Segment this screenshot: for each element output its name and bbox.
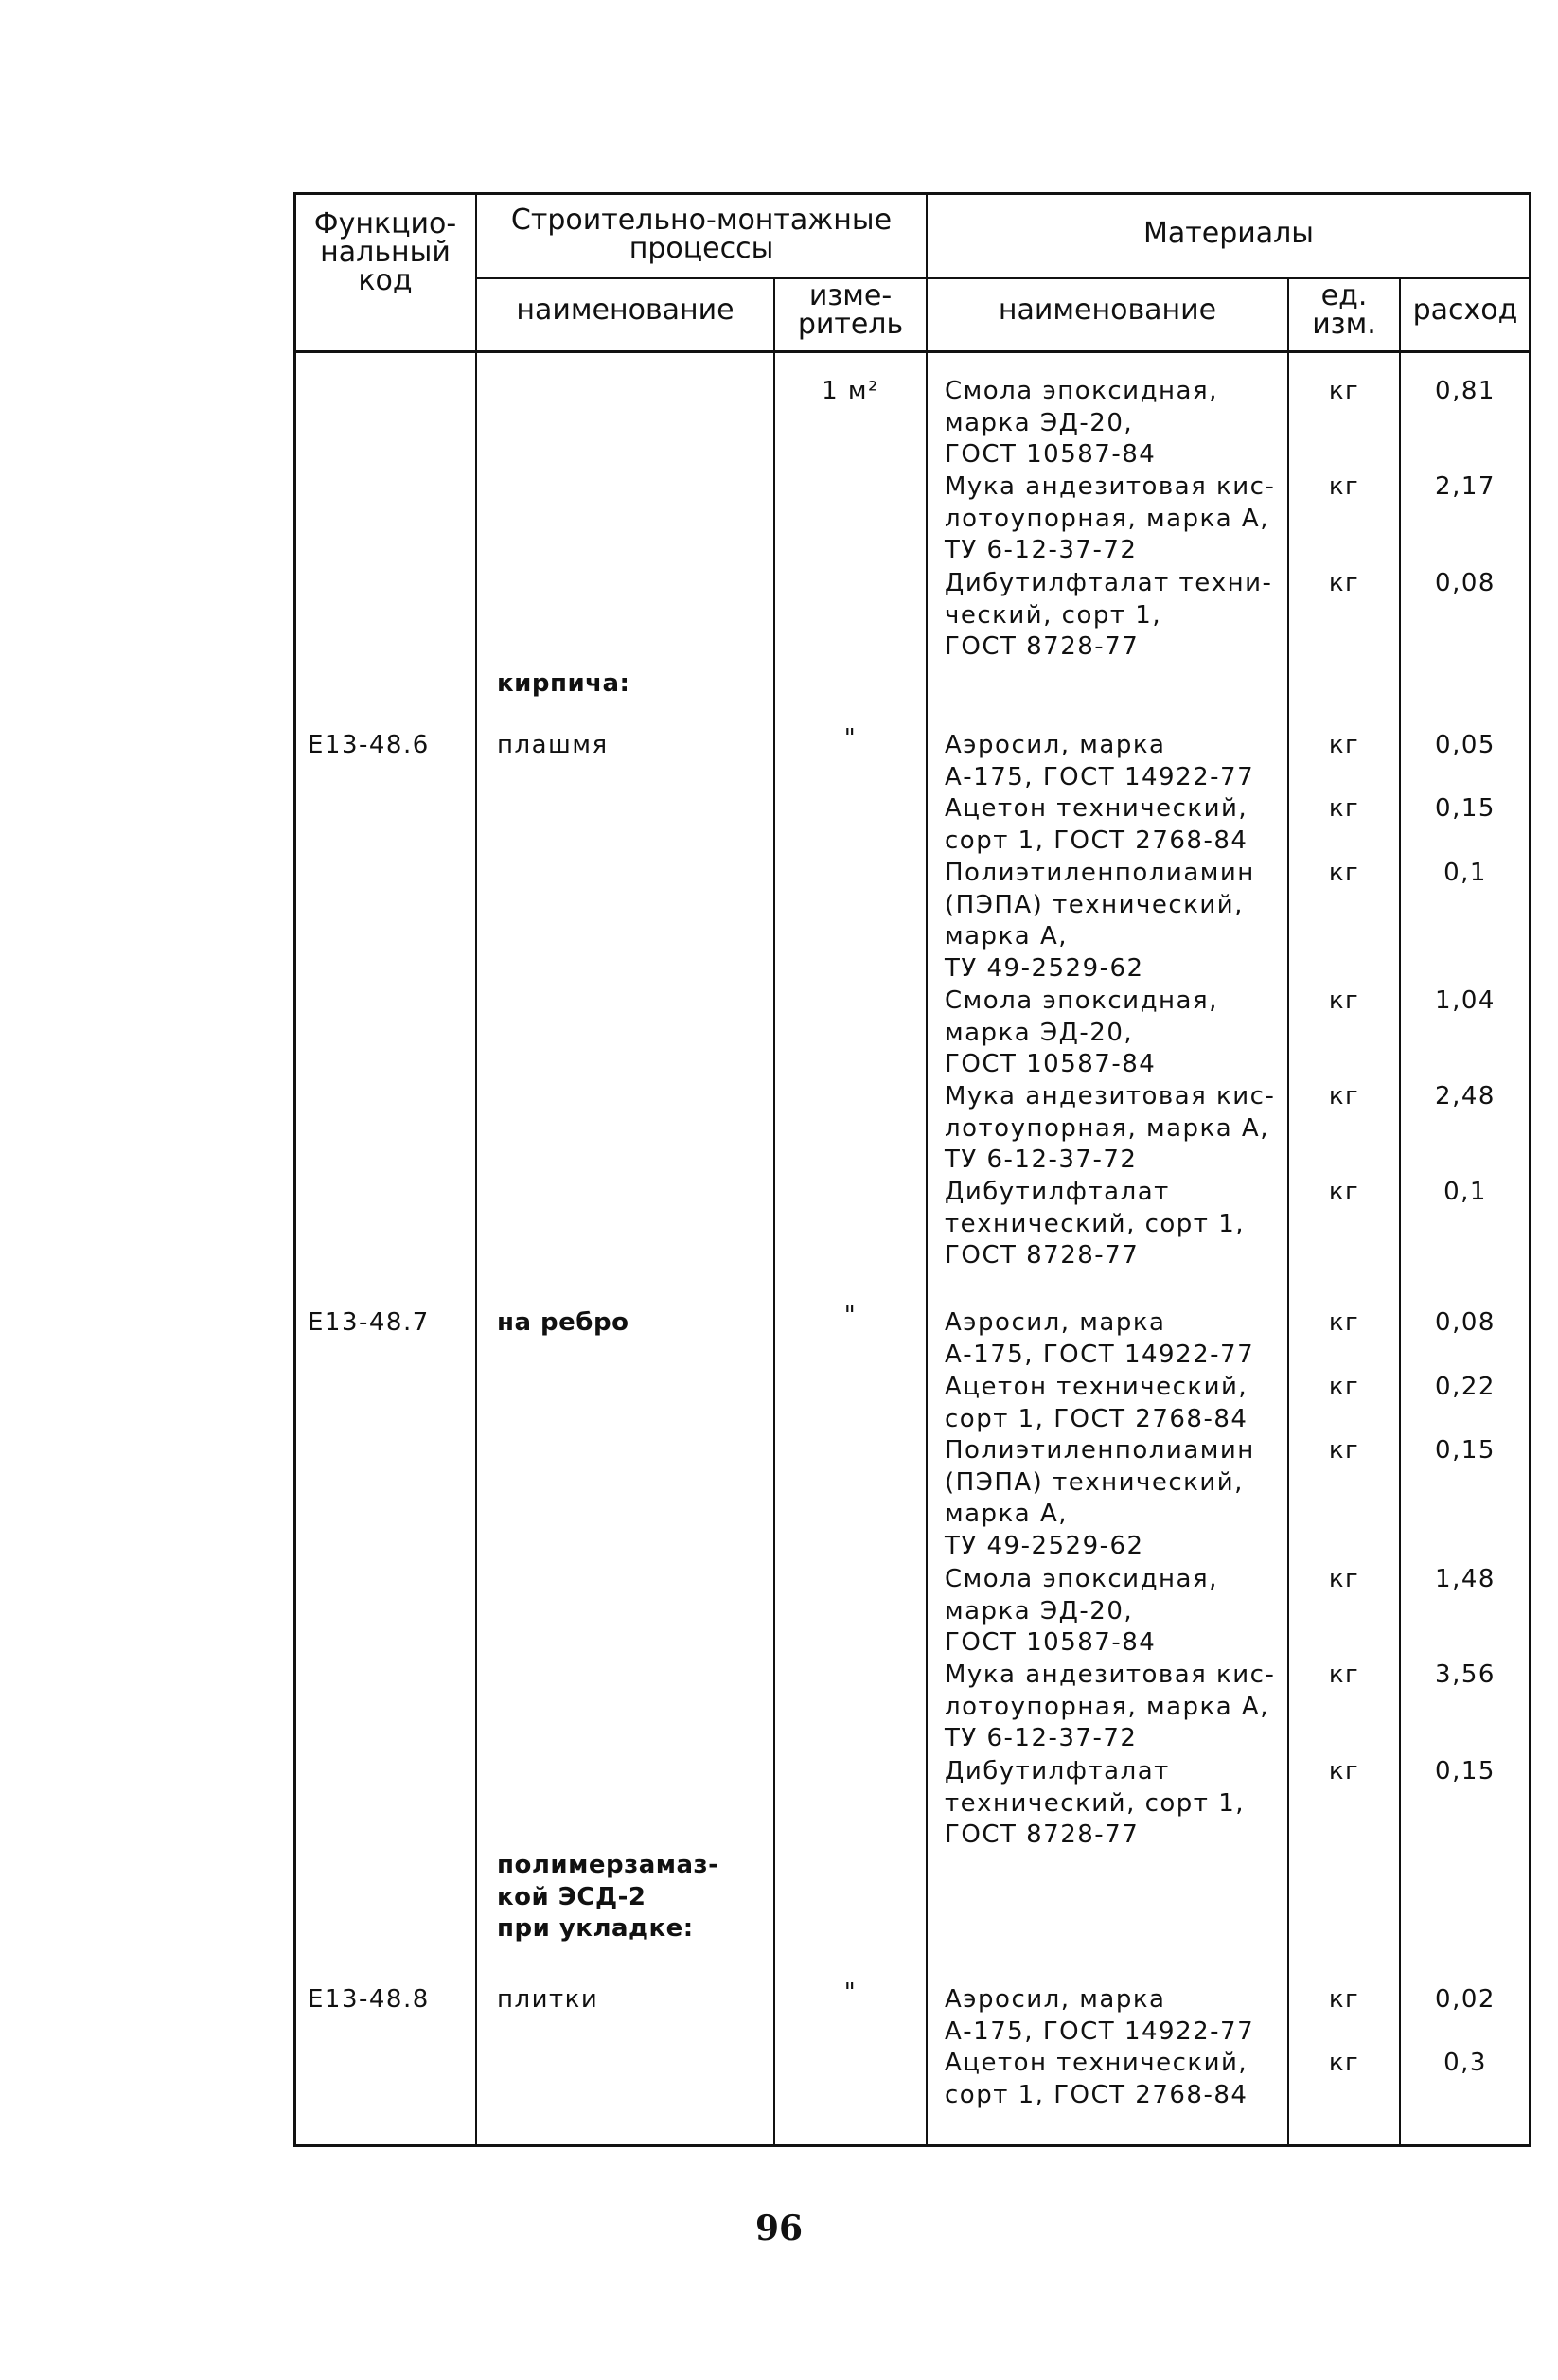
material-usage: 0,15: [1435, 1757, 1496, 1785]
material-unit: кг: [1328, 794, 1360, 823]
material-name: Полиэтиленполиамин (ПЭПА) технический, марка А, ТУ 49-2529-62: [945, 859, 1255, 983]
material-name: Ацетон технический, сорт 1, ГОСТ 2768-84: [945, 1373, 1248, 1433]
material-usage: 2,17: [1435, 472, 1496, 501]
material-unit: кг: [1328, 1757, 1360, 1785]
material-unit: кг: [1328, 1661, 1360, 1689]
material-name: Дибутилфталат технический, сорт 1, ГОСТ 8728-77: [945, 1757, 1246, 1849]
material-usage: 0,81: [1435, 377, 1496, 405]
process-meter: ": [843, 1979, 858, 2007]
material-usage: 0,08: [1435, 1308, 1496, 1337]
material-name: Смола эпоксидная, марка ЭД-20, ГОСТ 10587-84: [945, 377, 1218, 469]
header-proc-name: наименование: [516, 293, 735, 327]
process-name: плашмя: [497, 731, 609, 759]
header-materials: Материалы: [1143, 217, 1314, 250]
material-usage: 1,48: [1435, 1565, 1496, 1593]
material-name: Дибутилфталат технический, сорт 1, ГОСТ 8728-77: [945, 1178, 1246, 1270]
material-usage: 0,3: [1443, 2049, 1487, 2077]
page-number: 96: [754, 2209, 804, 2248]
material-name: Полиэтиленполиамин (ПЭПА) технический, марка А, ТУ 49-2529-62: [945, 1436, 1255, 1560]
material-usage: 3,56: [1435, 1661, 1496, 1689]
material-usage: 2,48: [1435, 1082, 1496, 1110]
header-divider: [475, 277, 1530, 279]
material-usage: 0,22: [1435, 1373, 1496, 1401]
material-name: Аэросил, марка А-175, ГОСТ 14922-77: [945, 1308, 1255, 1369]
material-unit: кг: [1328, 1373, 1360, 1401]
column-divider: [773, 277, 775, 2144]
header-mat-name: наименование: [998, 293, 1217, 327]
material-usage: 0,1: [1443, 859, 1487, 887]
header-mat-usage: расход: [1412, 293, 1518, 327]
material-unit: кг: [1328, 569, 1360, 597]
column-divider: [1399, 277, 1401, 2144]
material-unit: кг: [1328, 2049, 1360, 2077]
material-usage: 0,1: [1443, 1178, 1487, 1206]
material-usage: 0,08: [1435, 569, 1496, 597]
process-name: на ребро: [497, 1308, 629, 1337]
material-unit: кг: [1328, 1178, 1360, 1206]
material-usage: 0,15: [1435, 794, 1496, 823]
material-name: Мука андезитовая кис- лотоупорная, марка А, ТУ 6-12-37-72: [945, 1082, 1276, 1174]
section-heading-polymer: полимерзамаз- кой ЭСД-2 при укладке:: [497, 1851, 719, 1943]
section-heading-brick: кирпича:: [497, 669, 630, 698]
material-name: Дибутилфталат техни- ческий, сорт 1, ГОСТ 8728-77: [945, 569, 1273, 661]
material-name: Мука андезитовая кис- лотоупорная, марка А, ТУ 6-12-37-72: [945, 472, 1276, 564]
header-bottom-line: [295, 350, 1530, 353]
material-unit: кг: [1328, 472, 1360, 501]
column-divider: [926, 194, 928, 2144]
top-meter: 1 м²: [822, 377, 879, 405]
material-unit: кг: [1328, 859, 1360, 887]
material-name: Аэросил, марка А-175, ГОСТ 14922-77: [945, 731, 1255, 791]
material-unit: кг: [1328, 1082, 1360, 1110]
material-name: Ацетон технический, сорт 1, ГОСТ 2768-84: [945, 794, 1248, 855]
header-code: Функцио- нальный код: [313, 207, 457, 297]
material-usage: 0,05: [1435, 731, 1496, 759]
material-usage: 0,15: [1435, 1436, 1496, 1465]
material-unit: кг: [1328, 1308, 1360, 1337]
process-meter: ": [843, 724, 858, 753]
material-name: Смола эпоксидная, марка ЭД-20, ГОСТ 10587-84: [945, 986, 1218, 1078]
material-unit: кг: [1328, 377, 1360, 405]
material-name: Смола эпоксидная, марка ЭД-20, ГОСТ 10587-84: [945, 1565, 1218, 1657]
material-name: Ацетон технический, сорт 1, ГОСТ 2768-84: [945, 2049, 1248, 2109]
header-proc-meter: изме- ритель: [797, 279, 904, 341]
process-name: плитки: [497, 1985, 599, 2014]
process-meter: ": [843, 1302, 858, 1330]
material-unit: кг: [1328, 731, 1360, 759]
material-unit: кг: [1328, 1565, 1360, 1593]
header-mat-unit: ед. изм.: [1312, 279, 1376, 341]
header-processes: Строительно-монтажные процессы: [510, 204, 893, 265]
function-code: Е13-48.6: [308, 731, 430, 759]
material-name: Мука андезитовая кис- лотоупорная, марка А, ТУ 6-12-37-72: [945, 1661, 1276, 1752]
function-code: Е13-48.8: [308, 1985, 430, 2014]
material-usage: 1,04: [1435, 986, 1496, 1015]
column-divider: [1287, 277, 1289, 2144]
function-code: Е13-48.7: [308, 1308, 430, 1337]
column-divider: [475, 194, 477, 2144]
material-name: Аэросил, марка А-175, ГОСТ 14922-77: [945, 1985, 1255, 2046]
material-usage: 0,02: [1435, 1985, 1496, 2014]
material-unit: кг: [1328, 1985, 1360, 2014]
material-unit: кг: [1328, 986, 1360, 1015]
material-unit: кг: [1328, 1436, 1360, 1465]
